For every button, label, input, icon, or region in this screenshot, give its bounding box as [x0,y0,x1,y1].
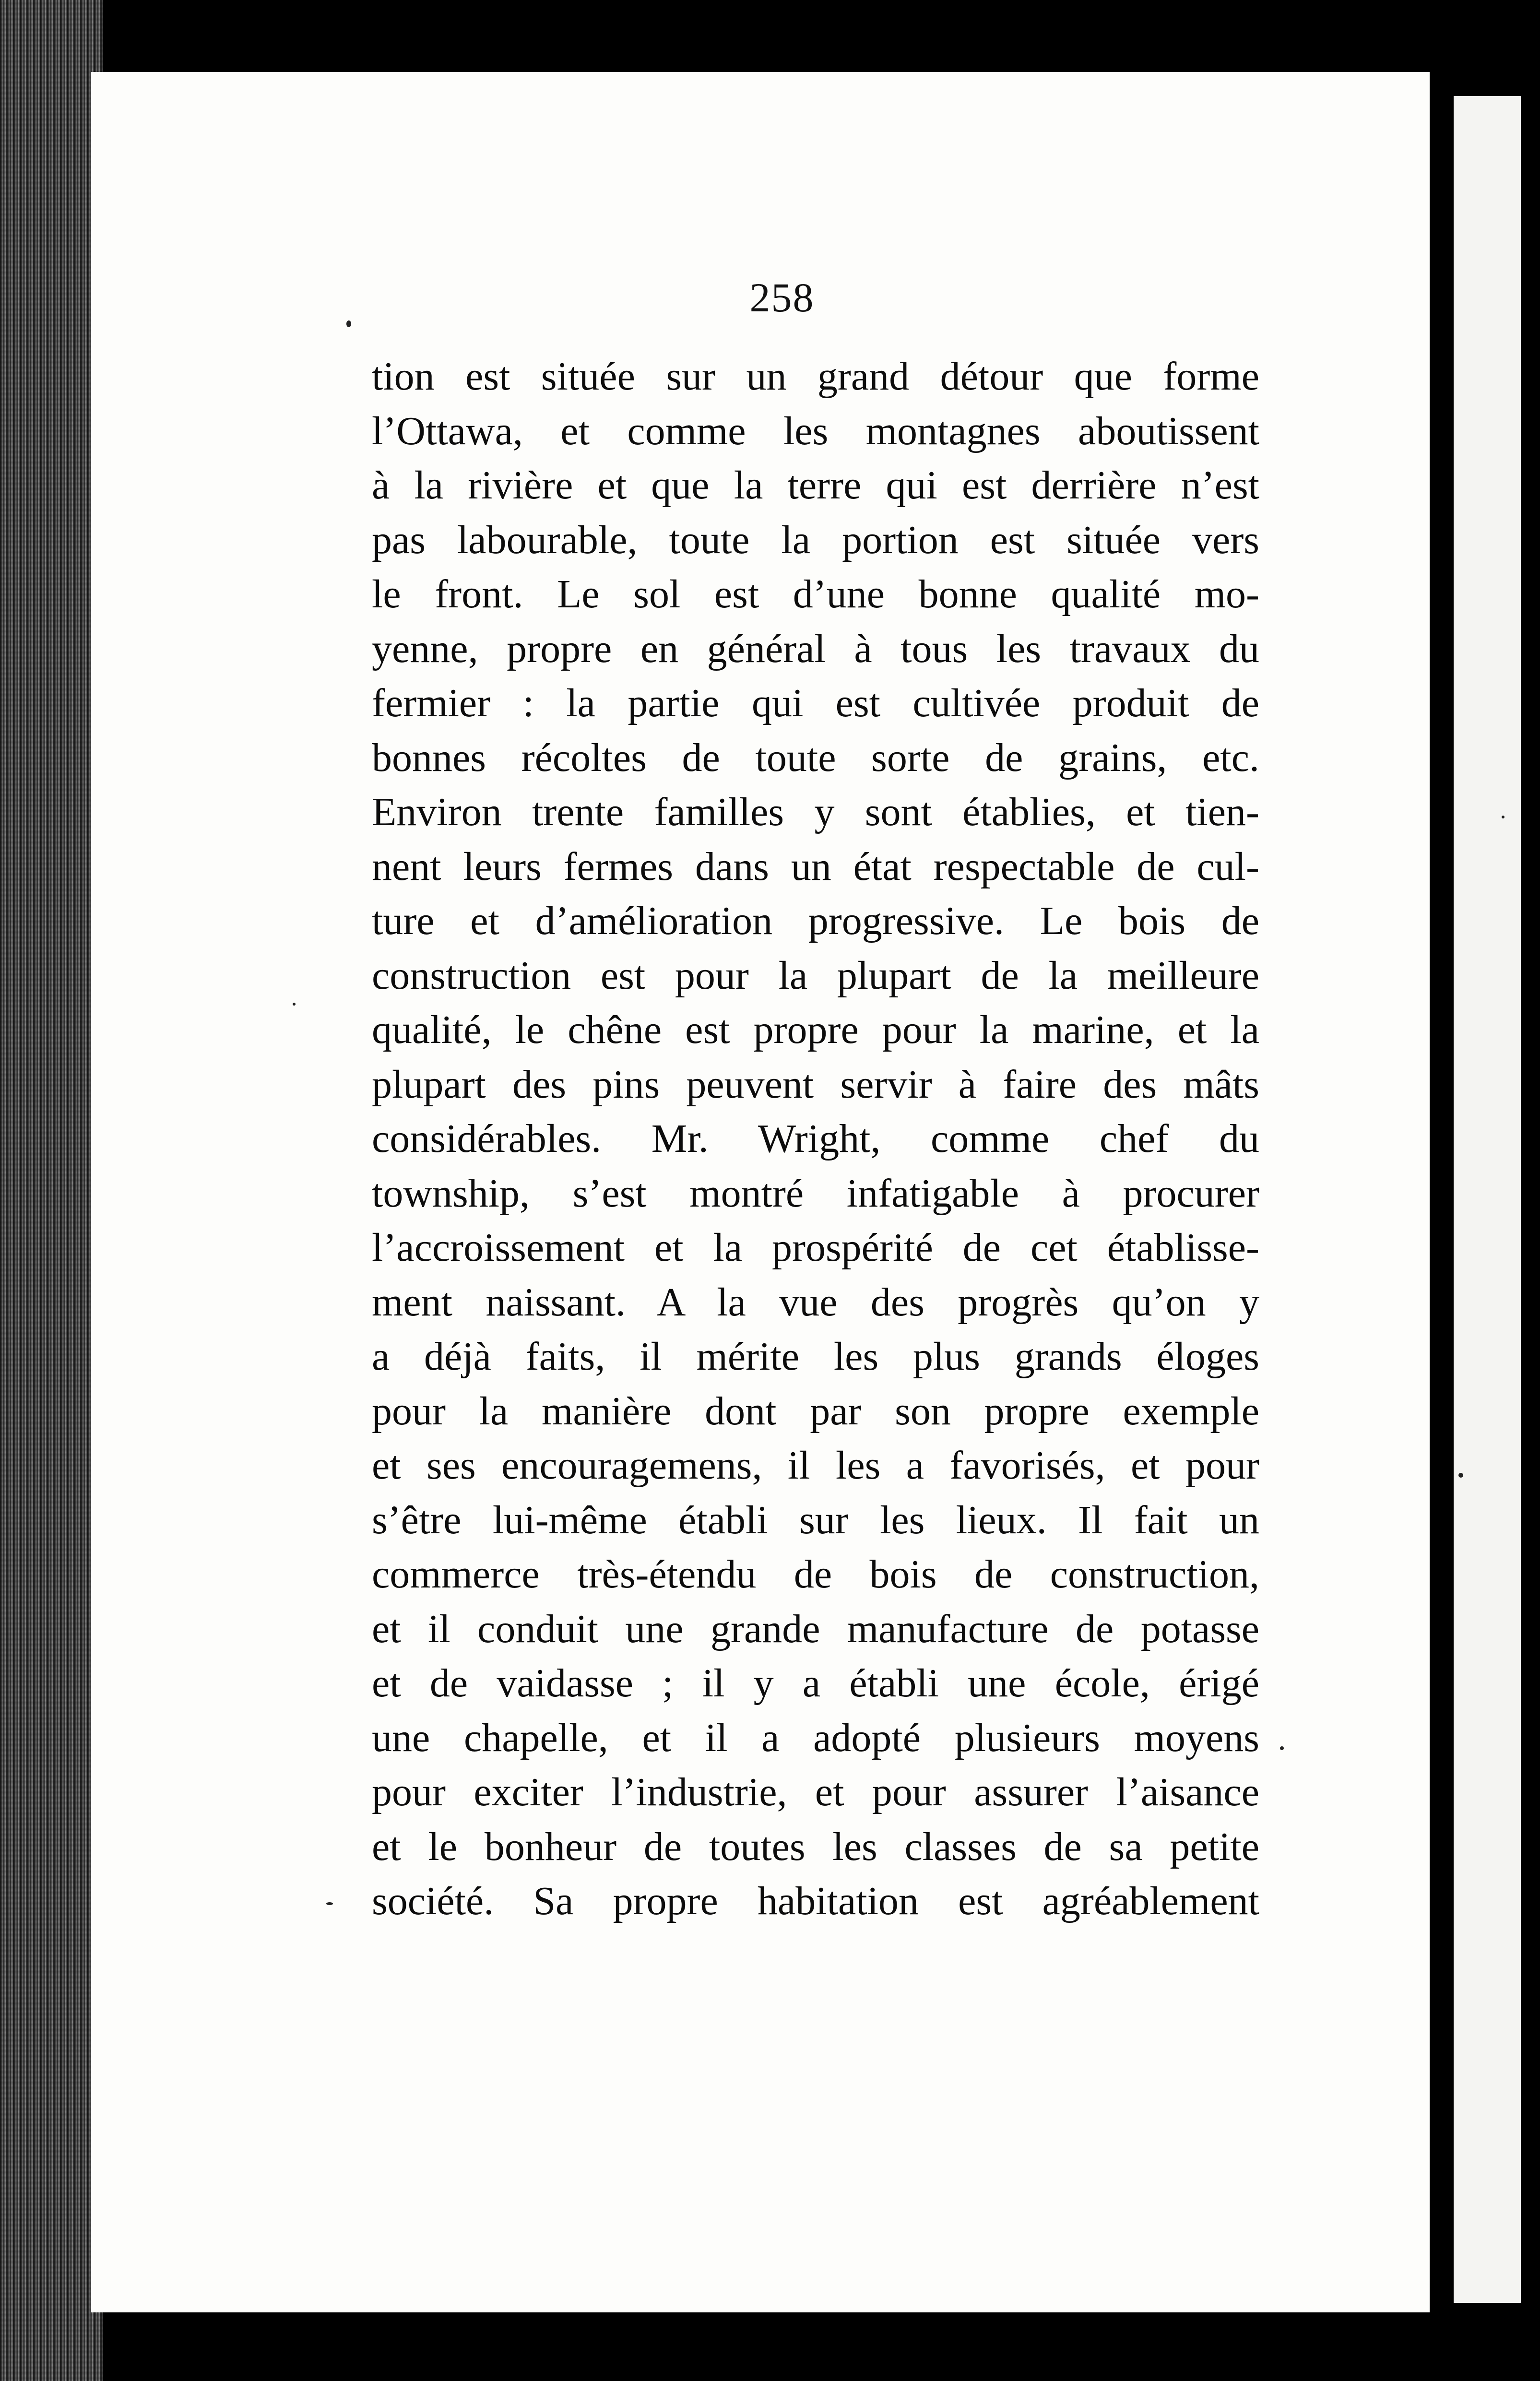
text-line: construction est pour la plupart de la meilleure [372,953,1259,998]
text-line: et de vaidasse ; il y a établi une école, érigé [372,1661,1259,1706]
text-line: tion est située sur un grand détour que forme [372,354,1259,399]
text-line: et le bonheur de toutes les classes de sa petite [372,1824,1259,1869]
text-line: plupart des pins peuvent servir à faire des mâts [372,1062,1259,1107]
text-line: yenne, propre en général à tous les travaux du [372,626,1259,671]
text-line: société. Sa propre habitation est agréablement [372,1879,1259,1923]
page-number: 258 [749,274,815,320]
scan-speck [346,320,351,327]
text-line: à la rivière et que la terre qui est derrière n’est [372,463,1259,508]
text-line: township, s’est montré infatigable à procurer [372,1171,1259,1216]
text-line: une chapelle, et il a adopté plusieurs moyens [372,1715,1259,1760]
text-line: ment naissant. A la vue des progrès qu’on y [372,1279,1259,1325]
scan-speck [1458,1473,1463,1478]
text-line: et ses encouragemens, il les a favorisés, et pour [372,1443,1259,1488]
scan-speck [326,1902,333,1905]
text-line: Environ trente familles y sont établies, et tien- [372,790,1259,834]
adjacent-page-edge [1454,96,1521,2303]
text-line: le front. Le sol est d’une bonne qualité mo- [372,572,1259,616]
text-line: pas labourable, toute la portion est située vers [372,517,1259,562]
text-line: s’être lui-même établi sur les lieux. Il fait un [372,1497,1259,1542]
book-binding-edge [0,0,103,2381]
body-text [372,349,1259,1929]
text-line: fermier : la partie qui est cultivée produit de [372,681,1259,725]
scan-speck [1502,816,1504,818]
text-line: pour exciter l’industrie, et pour assurer l’aisance [372,1770,1259,1814]
text-line: a déjà faits, il mérite les plus grands éloges [372,1334,1259,1379]
text-line: qualité, le chêne est propre pour la marine, et la [372,1007,1259,1052]
text-line: l’accroissement et la prospérité de cet établisse- [372,1225,1259,1270]
scan-speck [293,1003,296,1006]
text-line: nent leurs fermes dans un état respectable de cul- [372,844,1259,889]
text-line: commerce très-étendu de bois de construction, [372,1552,1259,1597]
text-line: ture et d’amélioration progressive. Le bois de [372,899,1259,943]
text-line: bonnes récoltes de toute sorte de grains, etc. [372,735,1259,780]
scan-speck [1280,1746,1284,1750]
text-line: considérables. Mr. Wright, comme chef du [372,1116,1259,1161]
text-line: pour la manière dont par son propre exemple [372,1388,1259,1433]
text-line: l’Ottawa, et comme les montagnes aboutissent [372,408,1259,453]
text-line: et il conduit une grande manufacture de potasse [372,1606,1259,1651]
